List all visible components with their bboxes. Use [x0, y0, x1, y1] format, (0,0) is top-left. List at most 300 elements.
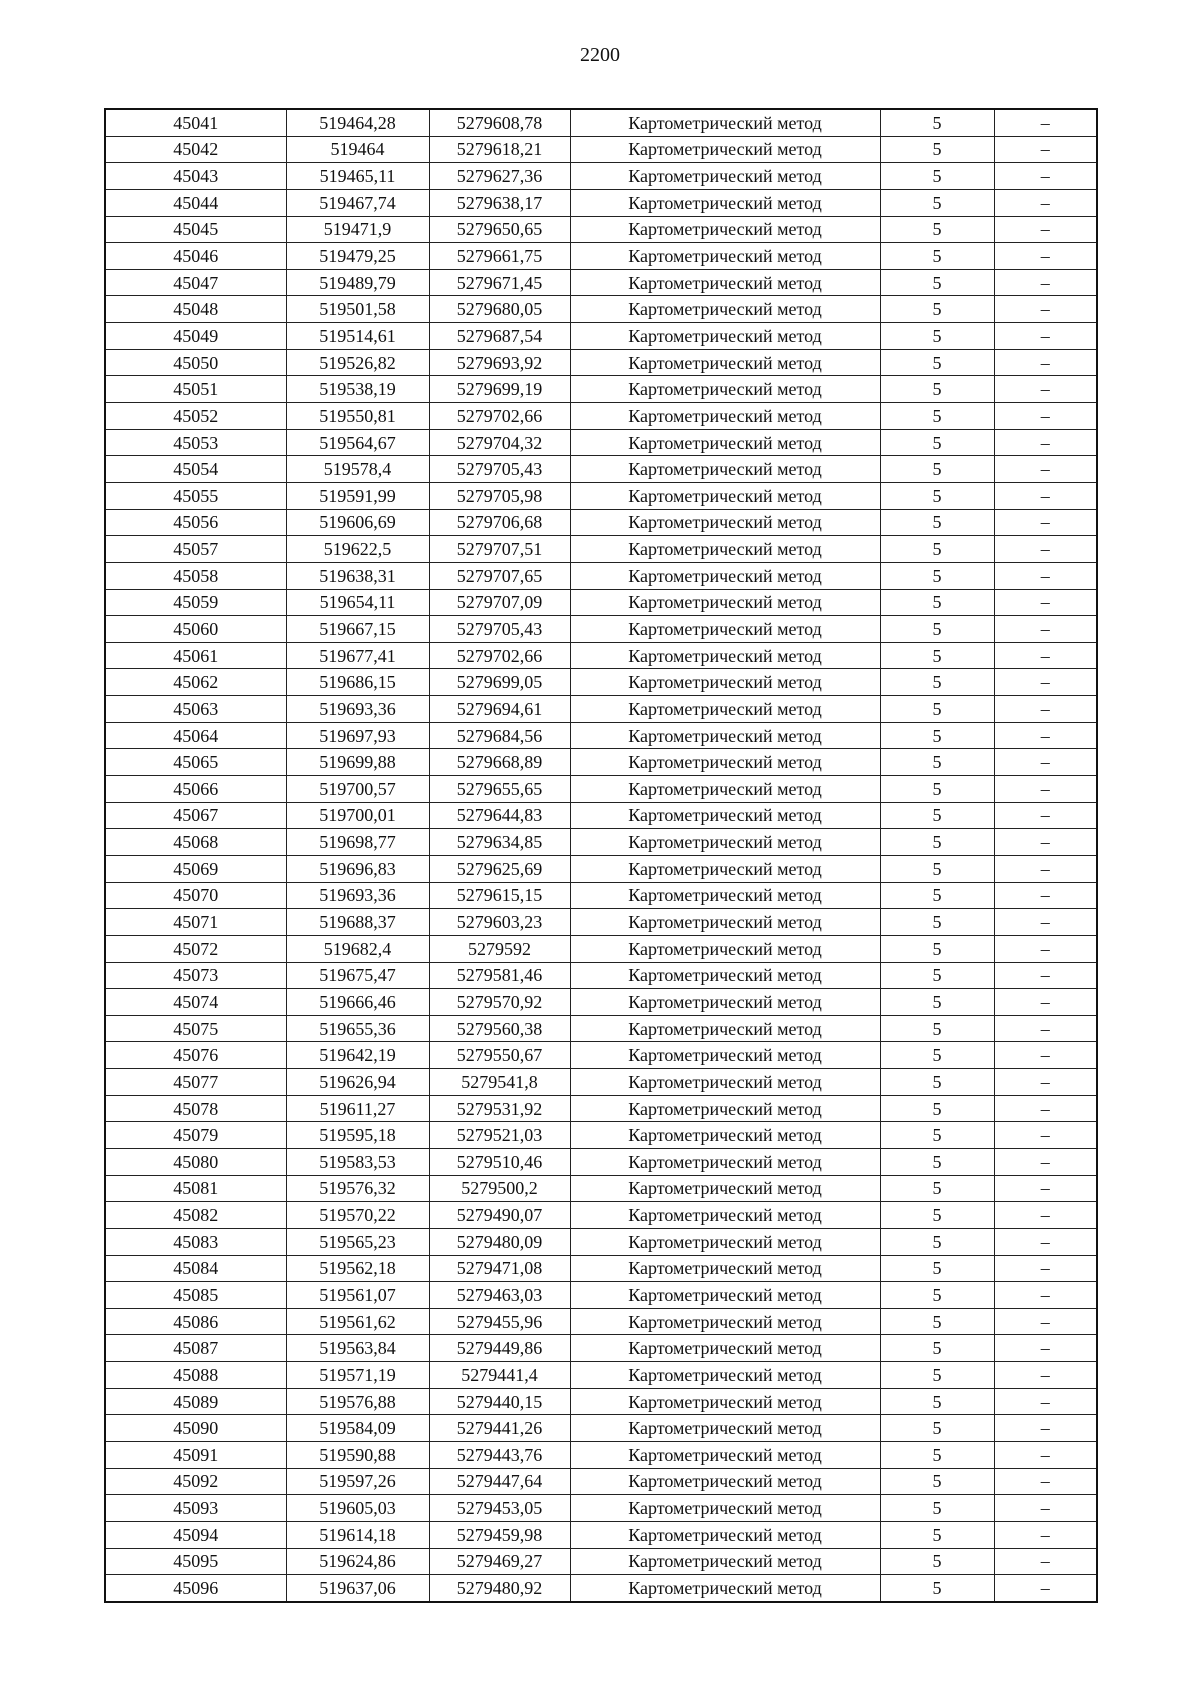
point-number-cell: 45073	[105, 962, 286, 989]
y-coordinate-cell: 5279650,65	[429, 216, 570, 243]
x-coordinate-cell: 519611,27	[286, 1095, 429, 1122]
method-cell: Картометрический метод	[570, 1362, 880, 1389]
point-number-cell: 45043	[105, 163, 286, 190]
point-number-cell: 45058	[105, 562, 286, 589]
accuracy-cell: 5	[880, 909, 994, 936]
y-coordinate-cell: 5279693,92	[429, 349, 570, 376]
method-cell: Картометрический метод	[570, 962, 880, 989]
x-coordinate-cell: 519597,26	[286, 1468, 429, 1495]
accuracy-cell: 5	[880, 1042, 994, 1069]
accuracy-cell: 5	[880, 829, 994, 856]
method-cell: Картометрический метод	[570, 536, 880, 563]
y-coordinate-cell: 5279453,05	[429, 1495, 570, 1522]
note-cell: –	[994, 1308, 1097, 1335]
point-number-cell: 45074	[105, 989, 286, 1016]
table-row	[105, 1282, 1097, 1309]
y-coordinate-cell: 5279684,56	[429, 722, 570, 749]
x-coordinate-cell: 519642,19	[286, 1042, 429, 1069]
point-number-cell: 45078	[105, 1095, 286, 1122]
note-cell: –	[994, 1415, 1097, 1442]
x-coordinate-cell: 519686,15	[286, 669, 429, 696]
accuracy-cell: 5	[880, 243, 994, 270]
note-cell: –	[994, 1362, 1097, 1389]
table-row	[105, 1521, 1097, 1548]
note-cell: –	[994, 616, 1097, 643]
point-number-cell: 45062	[105, 669, 286, 696]
point-number-cell: 45096	[105, 1575, 286, 1602]
table-row	[105, 962, 1097, 989]
note-cell: –	[994, 1095, 1097, 1122]
table-row	[105, 696, 1097, 723]
table-row	[105, 722, 1097, 749]
method-cell: Картометрический метод	[570, 403, 880, 430]
method-cell: Картометрический метод	[570, 349, 880, 376]
x-coordinate-cell: 519693,36	[286, 882, 429, 909]
table-row	[105, 429, 1097, 456]
y-coordinate-cell: 5279699,05	[429, 669, 570, 696]
table-row	[105, 1335, 1097, 1362]
note-cell: –	[994, 935, 1097, 962]
x-coordinate-cell: 519489,79	[286, 269, 429, 296]
note-cell: –	[994, 189, 1097, 216]
note-cell: –	[994, 1255, 1097, 1282]
x-coordinate-cell: 519465,11	[286, 163, 429, 190]
accuracy-cell: 5	[880, 1095, 994, 1122]
point-number-cell: 45077	[105, 1069, 286, 1096]
table-row	[105, 616, 1097, 643]
method-cell: Картометрический метод	[570, 829, 880, 856]
method-cell: Картометрический метод	[570, 1575, 880, 1602]
y-coordinate-cell: 5279469,27	[429, 1548, 570, 1575]
point-number-cell: 45052	[105, 403, 286, 430]
x-coordinate-cell: 519561,07	[286, 1282, 429, 1309]
method-cell: Картометрический метод	[570, 1069, 880, 1096]
point-number-cell: 45083	[105, 1228, 286, 1255]
note-cell: –	[994, 1468, 1097, 1495]
accuracy-cell: 5	[880, 429, 994, 456]
y-coordinate-cell: 5279480,92	[429, 1575, 570, 1602]
x-coordinate-cell: 519570,22	[286, 1202, 429, 1229]
point-number-cell: 45041	[105, 109, 286, 136]
note-cell: –	[994, 349, 1097, 376]
method-cell: Картометрический метод	[570, 909, 880, 936]
table-body	[105, 109, 1097, 1602]
point-number-cell: 45079	[105, 1122, 286, 1149]
accuracy-cell: 5	[880, 109, 994, 136]
x-coordinate-cell: 519700,57	[286, 776, 429, 803]
table-row	[105, 1575, 1097, 1602]
table-row	[105, 163, 1097, 190]
accuracy-cell: 5	[880, 1015, 994, 1042]
y-coordinate-cell: 5279592	[429, 935, 570, 962]
accuracy-cell: 5	[880, 642, 994, 669]
x-coordinate-cell: 519698,77	[286, 829, 429, 856]
table-row	[105, 829, 1097, 856]
point-number-cell: 45086	[105, 1308, 286, 1335]
method-cell: Картометрический метод	[570, 1042, 880, 1069]
x-coordinate-cell: 519565,23	[286, 1228, 429, 1255]
y-coordinate-cell: 5279471,08	[429, 1255, 570, 1282]
point-number-cell: 45088	[105, 1362, 286, 1389]
note-cell: –	[994, 909, 1097, 936]
method-cell: Картометрический метод	[570, 935, 880, 962]
x-coordinate-cell: 519622,5	[286, 536, 429, 563]
point-number-cell: 45087	[105, 1335, 286, 1362]
method-cell: Картометрический метод	[570, 696, 880, 723]
x-coordinate-cell: 519637,06	[286, 1575, 429, 1602]
accuracy-cell: 5	[880, 189, 994, 216]
point-number-cell: 45071	[105, 909, 286, 936]
accuracy-cell: 5	[880, 1202, 994, 1229]
point-number-cell: 45055	[105, 482, 286, 509]
method-cell: Картометрический метод	[570, 1148, 880, 1175]
y-coordinate-cell: 5279661,75	[429, 243, 570, 270]
table-row	[105, 1255, 1097, 1282]
accuracy-cell: 5	[880, 562, 994, 589]
table-row	[105, 269, 1097, 296]
note-cell: –	[994, 829, 1097, 856]
y-coordinate-cell: 5279655,65	[429, 776, 570, 803]
note-cell: –	[994, 1148, 1097, 1175]
method-cell: Картометрический метод	[570, 776, 880, 803]
accuracy-cell: 5	[880, 1148, 994, 1175]
note-cell: –	[994, 696, 1097, 723]
x-coordinate-cell: 519538,19	[286, 376, 429, 403]
table-row	[105, 882, 1097, 909]
method-cell: Картометрический метод	[570, 1521, 880, 1548]
accuracy-cell: 5	[880, 1388, 994, 1415]
accuracy-cell: 5	[880, 669, 994, 696]
y-coordinate-cell: 5279702,66	[429, 642, 570, 669]
y-coordinate-cell: 5279671,45	[429, 269, 570, 296]
y-coordinate-cell: 5279618,21	[429, 136, 570, 163]
note-cell: –	[994, 1495, 1097, 1522]
y-coordinate-cell: 5279459,98	[429, 1521, 570, 1548]
note-cell: –	[994, 562, 1097, 589]
note-cell: –	[994, 482, 1097, 509]
method-cell: Картометрический метод	[570, 136, 880, 163]
accuracy-cell: 5	[880, 376, 994, 403]
accuracy-cell: 5	[880, 802, 994, 829]
x-coordinate-cell: 519562,18	[286, 1255, 429, 1282]
accuracy-cell: 5	[880, 1175, 994, 1202]
accuracy-cell: 5	[880, 1282, 994, 1309]
note-cell: –	[994, 855, 1097, 882]
point-number-cell: 45045	[105, 216, 286, 243]
table-row	[105, 376, 1097, 403]
note-cell: –	[994, 163, 1097, 190]
method-cell: Картометрический метод	[570, 376, 880, 403]
method-cell: Картометрический метод	[570, 269, 880, 296]
point-number-cell: 45051	[105, 376, 286, 403]
method-cell: Картометрический метод	[570, 296, 880, 323]
table-row	[105, 189, 1097, 216]
accuracy-cell: 5	[880, 1495, 994, 1522]
method-cell: Картометрический метод	[570, 1335, 880, 1362]
note-cell: –	[994, 882, 1097, 909]
point-number-cell: 45089	[105, 1388, 286, 1415]
accuracy-cell: 5	[880, 403, 994, 430]
accuracy-cell: 5	[880, 962, 994, 989]
table-row	[105, 216, 1097, 243]
note-cell: –	[994, 722, 1097, 749]
table-row	[105, 349, 1097, 376]
note-cell: –	[994, 589, 1097, 616]
accuracy-cell: 5	[880, 1122, 994, 1149]
method-cell: Картометрический метод	[570, 562, 880, 589]
method-cell: Картометрический метод	[570, 616, 880, 643]
table-row	[105, 1468, 1097, 1495]
table-row	[105, 136, 1097, 163]
x-coordinate-cell: 519638,31	[286, 562, 429, 589]
point-number-cell: 45080	[105, 1148, 286, 1175]
accuracy-cell: 5	[880, 722, 994, 749]
method-cell: Картометрический метод	[570, 749, 880, 776]
point-number-cell: 45066	[105, 776, 286, 803]
x-coordinate-cell: 519675,47	[286, 962, 429, 989]
accuracy-cell: 5	[880, 589, 994, 616]
table-row	[105, 909, 1097, 936]
y-coordinate-cell: 5279521,03	[429, 1122, 570, 1149]
point-number-cell: 45068	[105, 829, 286, 856]
accuracy-cell: 5	[880, 216, 994, 243]
table-row	[105, 776, 1097, 803]
accuracy-cell: 5	[880, 482, 994, 509]
x-coordinate-cell: 519514,61	[286, 323, 429, 350]
y-coordinate-cell: 5279705,98	[429, 482, 570, 509]
x-coordinate-cell: 519526,82	[286, 349, 429, 376]
method-cell: Картометрический метод	[570, 1228, 880, 1255]
point-number-cell: 45094	[105, 1521, 286, 1548]
page-number: 2200	[580, 44, 620, 66]
y-coordinate-cell: 5279541,8	[429, 1069, 570, 1096]
y-coordinate-cell: 5279441,4	[429, 1362, 570, 1389]
note-cell: –	[994, 269, 1097, 296]
y-coordinate-cell: 5279500,2	[429, 1175, 570, 1202]
y-coordinate-cell: 5279449,86	[429, 1335, 570, 1362]
point-number-cell: 45090	[105, 1415, 286, 1442]
note-cell: –	[994, 536, 1097, 563]
method-cell: Картометрический метод	[570, 243, 880, 270]
x-coordinate-cell: 519626,94	[286, 1069, 429, 1096]
table-row	[105, 109, 1097, 136]
x-coordinate-cell: 519693,36	[286, 696, 429, 723]
note-cell: –	[994, 216, 1097, 243]
note-cell: –	[994, 1175, 1097, 1202]
y-coordinate-cell: 5279560,38	[429, 1015, 570, 1042]
y-coordinate-cell: 5279634,85	[429, 829, 570, 856]
point-number-cell: 45085	[105, 1282, 286, 1309]
y-coordinate-cell: 5279707,09	[429, 589, 570, 616]
y-coordinate-cell: 5279687,54	[429, 323, 570, 350]
point-number-cell: 45056	[105, 509, 286, 536]
method-cell: Картометрический метод	[570, 1095, 880, 1122]
method-cell: Картометрический метод	[570, 1308, 880, 1335]
table-row	[105, 1202, 1097, 1229]
point-number-cell: 45059	[105, 589, 286, 616]
point-number-cell: 45048	[105, 296, 286, 323]
y-coordinate-cell: 5279510,46	[429, 1148, 570, 1175]
note-cell: –	[994, 1069, 1097, 1096]
x-coordinate-cell: 519501,58	[286, 296, 429, 323]
accuracy-cell: 5	[880, 536, 994, 563]
y-coordinate-cell: 5279644,83	[429, 802, 570, 829]
x-coordinate-cell: 519590,88	[286, 1442, 429, 1469]
x-coordinate-cell: 519666,46	[286, 989, 429, 1016]
y-coordinate-cell: 5279705,43	[429, 456, 570, 483]
table-row	[105, 456, 1097, 483]
y-coordinate-cell: 5279707,51	[429, 536, 570, 563]
note-cell: –	[994, 749, 1097, 776]
point-number-cell: 45076	[105, 1042, 286, 1069]
note-cell: –	[994, 456, 1097, 483]
x-coordinate-cell: 519688,37	[286, 909, 429, 936]
note-cell: –	[994, 776, 1097, 803]
x-coordinate-cell: 519561,62	[286, 1308, 429, 1335]
method-cell: Картометрический метод	[570, 1415, 880, 1442]
table-row	[105, 1069, 1097, 1096]
note-cell: –	[994, 109, 1097, 136]
y-coordinate-cell: 5279440,15	[429, 1388, 570, 1415]
note-cell: –	[994, 962, 1097, 989]
note-cell: –	[994, 642, 1097, 669]
accuracy-cell: 5	[880, 1442, 994, 1469]
x-coordinate-cell: 519464	[286, 136, 429, 163]
note-cell: –	[994, 1521, 1097, 1548]
x-coordinate-cell: 519464,28	[286, 109, 429, 136]
point-number-cell: 45063	[105, 696, 286, 723]
note-cell: –	[994, 1202, 1097, 1229]
method-cell: Картометрический метод	[570, 323, 880, 350]
table-row	[105, 1148, 1097, 1175]
note-cell: –	[994, 1548, 1097, 1575]
method-cell: Картометрический метод	[570, 722, 880, 749]
method-cell: Картометрический метод	[570, 669, 880, 696]
note-cell: –	[994, 376, 1097, 403]
accuracy-cell: 5	[880, 855, 994, 882]
point-number-cell: 45046	[105, 243, 286, 270]
method-cell: Картометрический метод	[570, 109, 880, 136]
note-cell: –	[994, 1122, 1097, 1149]
table-row	[105, 243, 1097, 270]
table-row	[105, 1095, 1097, 1122]
accuracy-cell: 5	[880, 1415, 994, 1442]
y-coordinate-cell: 5279570,92	[429, 989, 570, 1016]
table-row	[105, 802, 1097, 829]
x-coordinate-cell: 519606,69	[286, 509, 429, 536]
y-coordinate-cell: 5279455,96	[429, 1308, 570, 1335]
x-coordinate-cell: 519682,4	[286, 935, 429, 962]
accuracy-cell: 5	[880, 882, 994, 909]
x-coordinate-cell: 519563,84	[286, 1335, 429, 1362]
point-number-cell: 45061	[105, 642, 286, 669]
table-row	[105, 642, 1097, 669]
x-coordinate-cell: 519697,93	[286, 722, 429, 749]
accuracy-cell: 5	[880, 1069, 994, 1096]
x-coordinate-cell: 519479,25	[286, 243, 429, 270]
point-number-cell: 45067	[105, 802, 286, 829]
method-cell: Картометрический метод	[570, 802, 880, 829]
table-row	[105, 1228, 1097, 1255]
y-coordinate-cell: 5279694,61	[429, 696, 570, 723]
method-cell: Картометрический метод	[570, 1468, 880, 1495]
y-coordinate-cell: 5279668,89	[429, 749, 570, 776]
table-row	[105, 296, 1097, 323]
accuracy-cell: 5	[880, 696, 994, 723]
accuracy-cell: 5	[880, 935, 994, 962]
accuracy-cell: 5	[880, 1362, 994, 1389]
y-coordinate-cell: 5279441,26	[429, 1415, 570, 1442]
accuracy-cell: 5	[880, 989, 994, 1016]
y-coordinate-cell: 5279699,19	[429, 376, 570, 403]
note-cell: –	[994, 989, 1097, 1016]
method-cell: Картометрический метод	[570, 1202, 880, 1229]
accuracy-cell: 5	[880, 1335, 994, 1362]
method-cell: Картометрический метод	[570, 216, 880, 243]
x-coordinate-cell: 519571,19	[286, 1362, 429, 1389]
accuracy-cell: 5	[880, 296, 994, 323]
coordinates-table	[104, 108, 1098, 1603]
accuracy-cell: 5	[880, 269, 994, 296]
point-number-cell: 45093	[105, 1495, 286, 1522]
y-coordinate-cell: 5279463,03	[429, 1282, 570, 1309]
y-coordinate-cell: 5279638,17	[429, 189, 570, 216]
x-coordinate-cell: 519654,11	[286, 589, 429, 616]
accuracy-cell: 5	[880, 509, 994, 536]
table-row	[105, 323, 1097, 350]
point-number-cell: 45042	[105, 136, 286, 163]
method-cell: Картометрический метод	[570, 1495, 880, 1522]
table-row	[105, 1175, 1097, 1202]
accuracy-cell: 5	[880, 749, 994, 776]
point-number-cell: 45065	[105, 749, 286, 776]
x-coordinate-cell: 519471,9	[286, 216, 429, 243]
y-coordinate-cell: 5279608,78	[429, 109, 570, 136]
method-cell: Картометрический метод	[570, 1015, 880, 1042]
accuracy-cell: 5	[880, 323, 994, 350]
x-coordinate-cell: 519591,99	[286, 482, 429, 509]
table-row	[105, 1122, 1097, 1149]
note-cell: –	[994, 509, 1097, 536]
point-number-cell: 45072	[105, 935, 286, 962]
accuracy-cell: 5	[880, 1521, 994, 1548]
y-coordinate-cell: 5279705,43	[429, 616, 570, 643]
y-coordinate-cell: 5279627,36	[429, 163, 570, 190]
y-coordinate-cell: 5279704,32	[429, 429, 570, 456]
table-row	[105, 482, 1097, 509]
accuracy-cell: 5	[880, 1468, 994, 1495]
y-coordinate-cell: 5279550,67	[429, 1042, 570, 1069]
note-cell: –	[994, 1335, 1097, 1362]
note-cell: –	[994, 1388, 1097, 1415]
x-coordinate-cell: 519583,53	[286, 1148, 429, 1175]
accuracy-cell: 5	[880, 1228, 994, 1255]
method-cell: Картометрический метод	[570, 1175, 880, 1202]
method-cell: Картометрический метод	[570, 882, 880, 909]
point-number-cell: 45060	[105, 616, 286, 643]
point-number-cell: 45082	[105, 1202, 286, 1229]
point-number-cell: 45047	[105, 269, 286, 296]
method-cell: Картометрический метод	[570, 509, 880, 536]
method-cell: Картометрический метод	[570, 1388, 880, 1415]
x-coordinate-cell: 519699,88	[286, 749, 429, 776]
method-cell: Картометрический метод	[570, 429, 880, 456]
method-cell: Картометрический метод	[570, 589, 880, 616]
note-cell: –	[994, 403, 1097, 430]
note-cell: –	[994, 296, 1097, 323]
table-row	[105, 1442, 1097, 1469]
table-row	[105, 589, 1097, 616]
